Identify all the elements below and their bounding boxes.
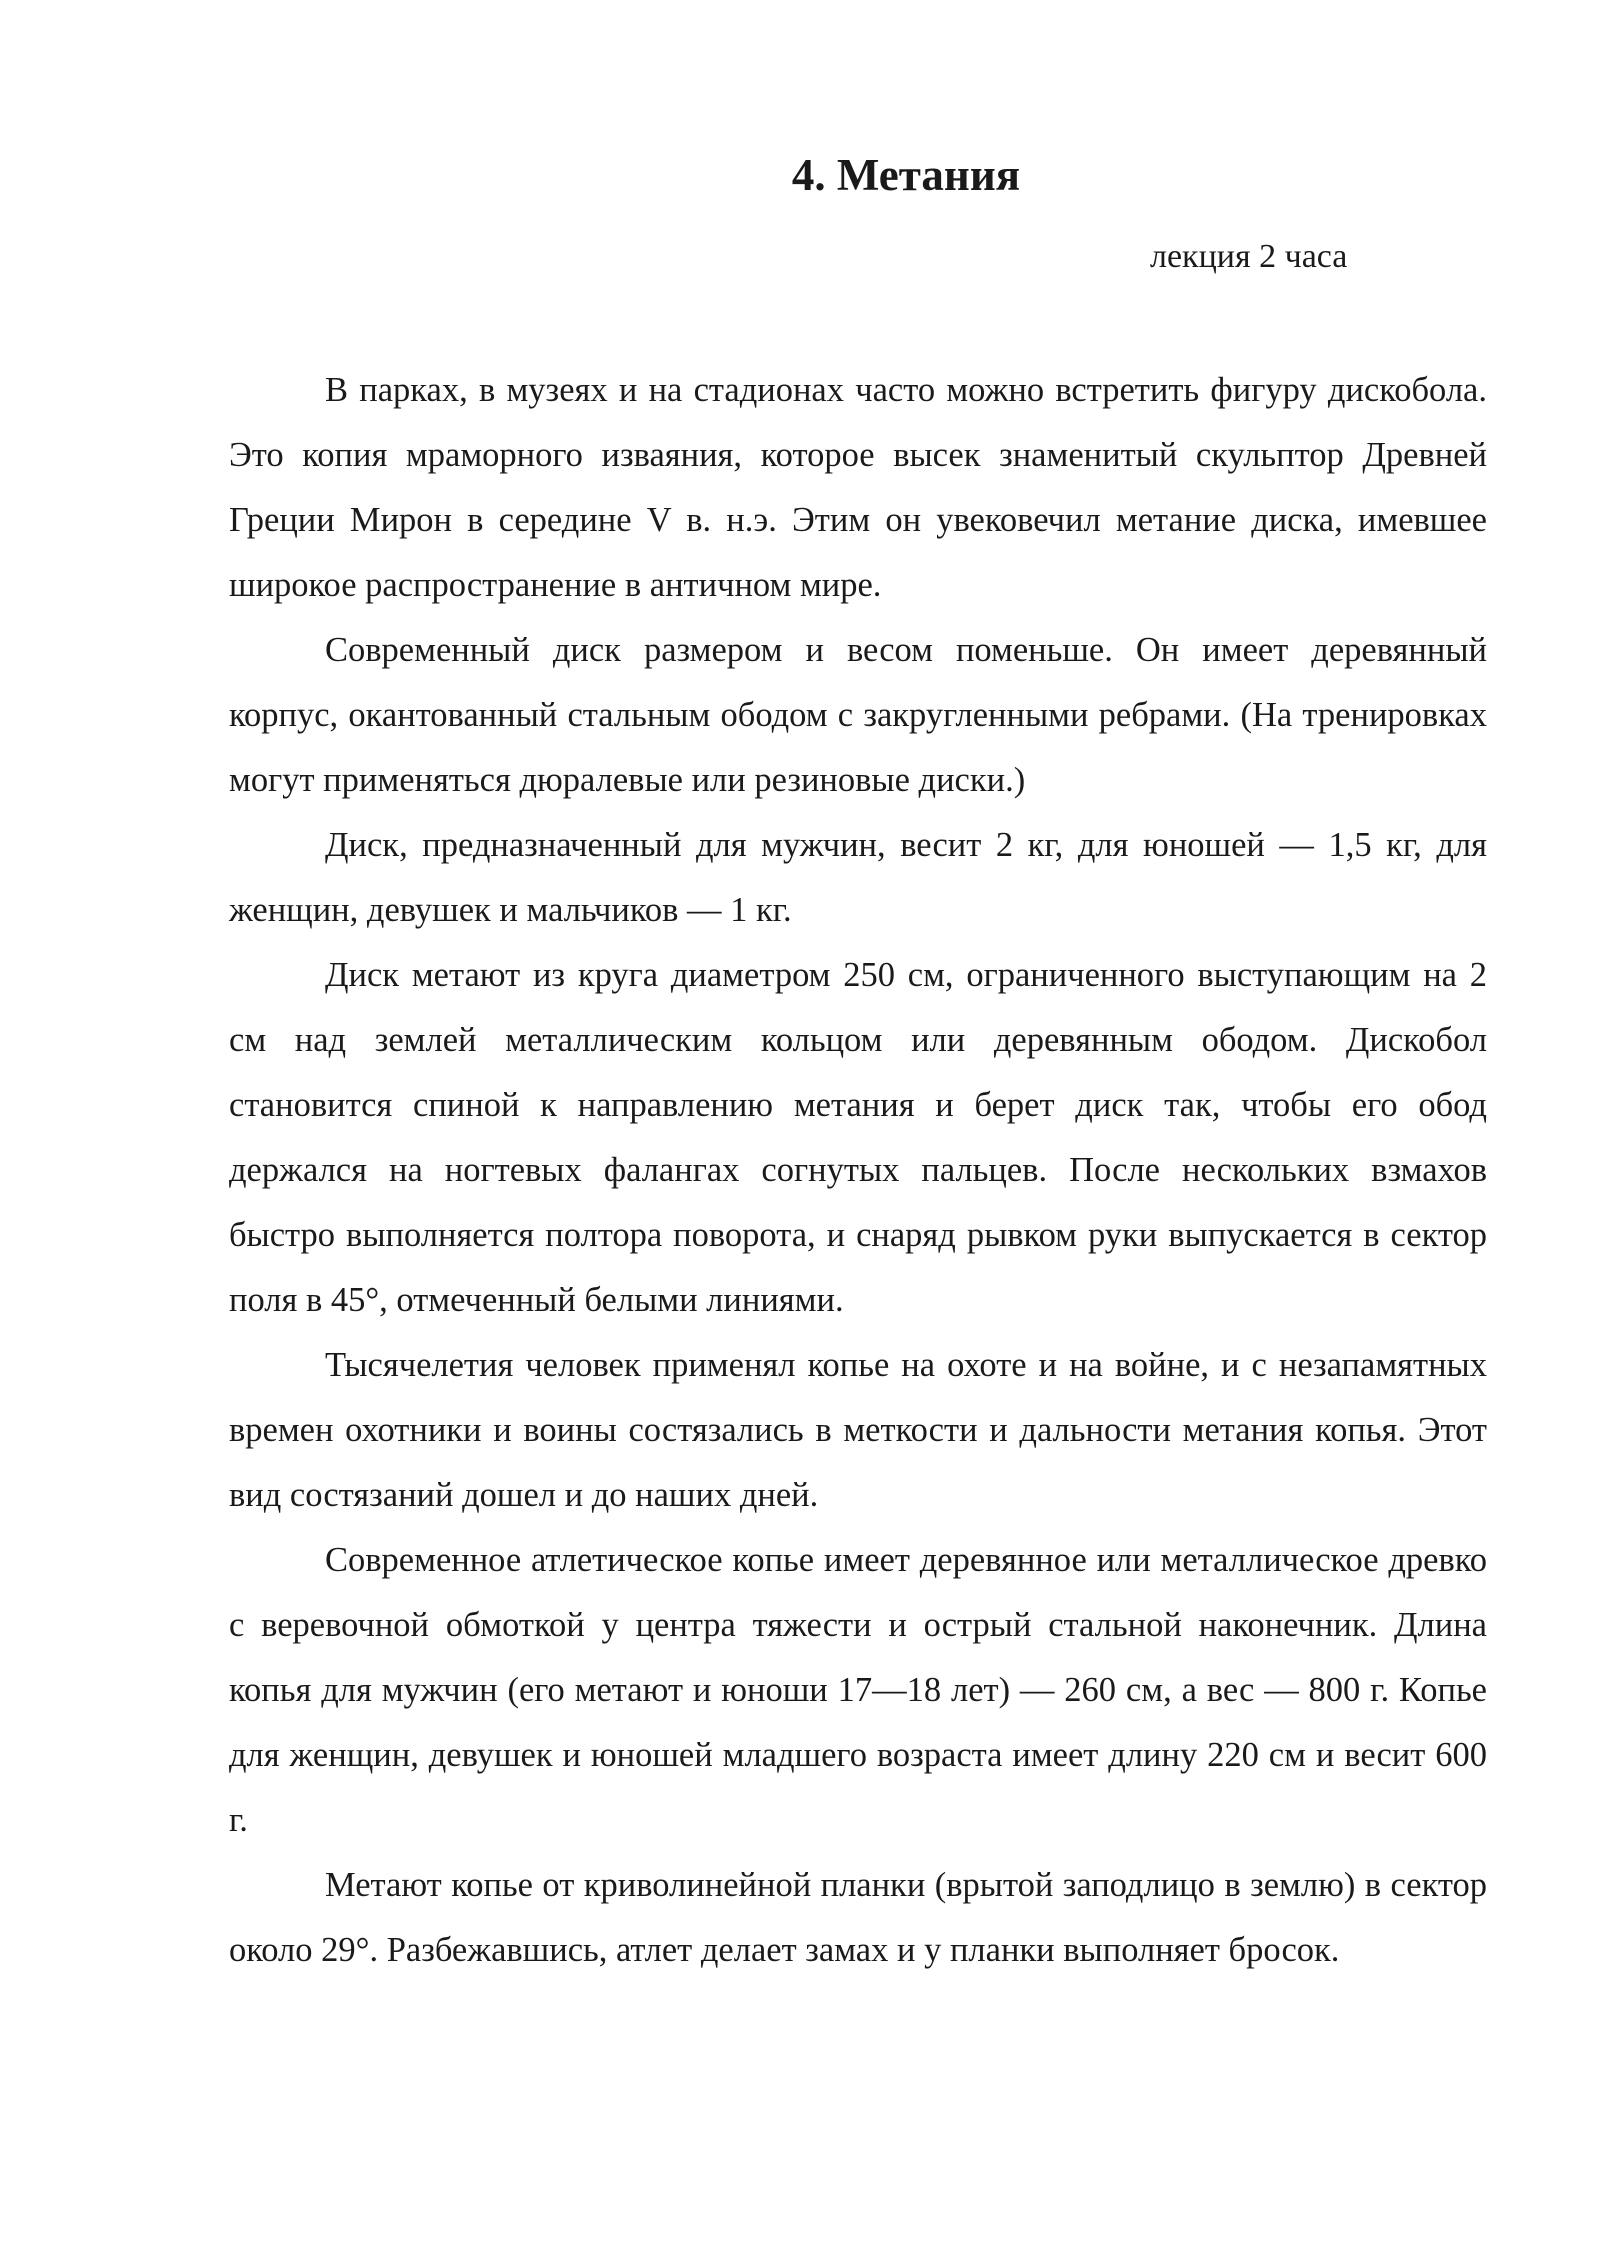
section-title: 4. Метания (791, 150, 1021, 200)
paragraph-modern-javelin: Современное атлетическое копье имеет деревянное или металлическое древко с веревочной обмоткой у центра тяжести и острый стальной наконечник. Длина копья для мужчин (его метают и юноши 17—18 лет) — 260 см, а вес — 800 г. Копье для женщин, девушек и юношей младшего возраста имеет длину 220 см и весит 600 г. (229, 1541, 1487, 1839)
paragraph-disc-technique: Диск метают из круга диаметром 250 см, ограниченного выступающим на 2 см над землей металлическим кольцом или деревянным ободом. Дискобол становится спиной к направлению метания и берет диск так, чтобы его обод держался на ногтевых фалангах согнутых пальцев. После нескольких взмахов быстро выполняется полтора поворота, и снаряд рывком руки выпускается в сектор поля в 45°, отмеченный белыми линиями. (229, 956, 1487, 1319)
body-text (229, 358, 1487, 1983)
paragraph-javelin-history: Тысячелетия человек применял копье на охоте и на войне, и с незапамятных времен охотники и воины состязались в меткости и дальности метания копья. Этот вид состязаний дошел и до наших дней. (229, 1346, 1487, 1514)
paragraph-discobolus: В парках, в музеях и на стадионах часто можно встретить фигуру дискобола. Это копия мраморного изваяния, которое высек знаменитый скульптор Древней Греции Мирон в середине V в. н.э. Этим он увековечил метание диска, имевшее широкое распространение в античном мире. (229, 371, 1487, 604)
paragraph-javelin-technique: Метают копье от криволинейной планки (врытой заподлицо в землю) в сектор около 29°. Разбежавшись, атлет делает замах и у планки выполняет бросок. (229, 1866, 1487, 1969)
paragraph-modern-disc: Современный диск размером и весом поменьше. Он имеет деревянный корпус, окантованный стальным ободом с закругленными ребрами. (На тренировках могут применяться дюралевые или резиновые диски.) (229, 631, 1487, 799)
paragraph-disc-weights: Диск, предназначенный для мужчин, весит 2 кг, для юношей — 1,5 кг, для женщин, девушек и мальчиков — 1 кг. (229, 826, 1487, 929)
lecture-duration: лекция 2 часа (1150, 238, 1348, 275)
